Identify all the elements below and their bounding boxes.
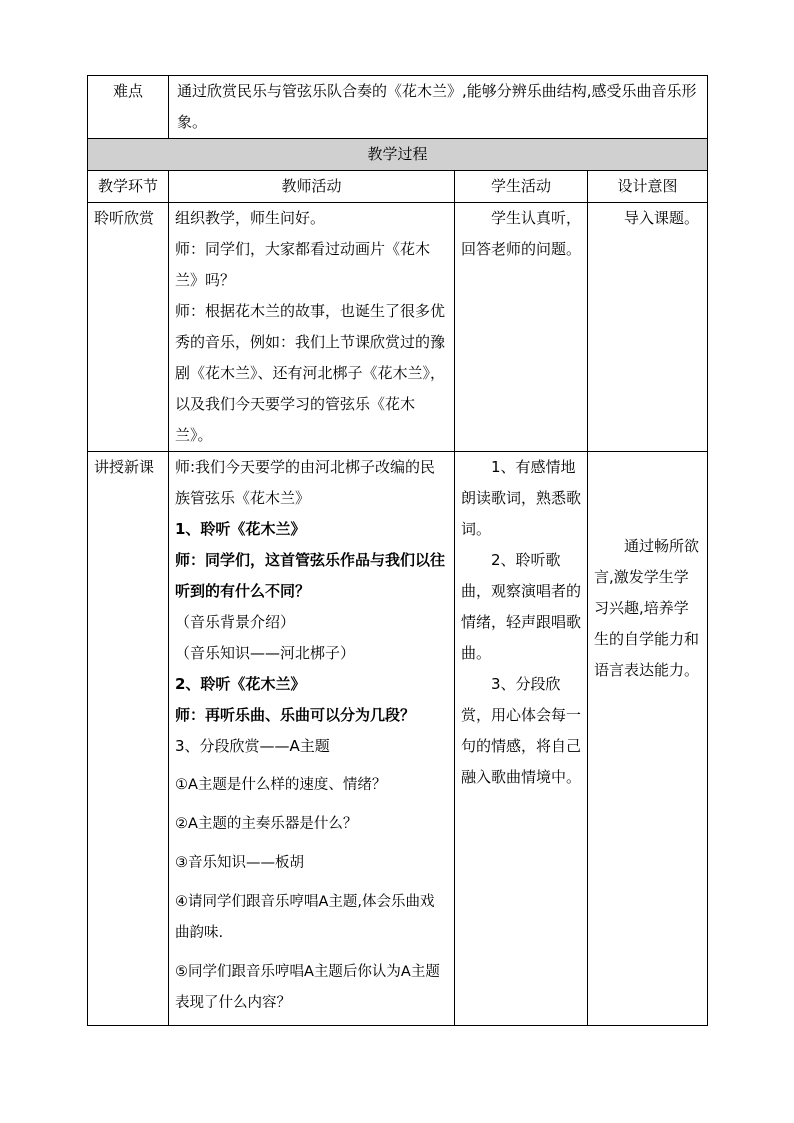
step-3-heading: 3、分段欣赏——A主题	[175, 737, 330, 755]
step-1-heading: 1、聆听《花木兰》	[175, 520, 306, 538]
student-activity: 3、分段欣赏，用心体会每一句的情感，将自己融入歌曲情境中。	[461, 675, 582, 786]
teacher-line: 师：同学们，大家都看过动画片《花木兰》吗？	[175, 240, 431, 289]
knowledge-note: （音乐知识——河北梆子）	[175, 644, 356, 662]
difficulty-row	[88, 76, 708, 139]
list-item: ③音乐知识——板胡	[175, 855, 304, 871]
list-item: ①A主题是什么样的速度、情绪？	[175, 777, 387, 793]
step-2-heading: 2、聆听《花木兰》	[175, 675, 306, 693]
header-row	[88, 171, 708, 203]
table-row	[88, 452, 708, 1026]
list-item: ②A主题的主奏乐器是什么？	[175, 816, 358, 832]
section-banner-row	[88, 139, 708, 171]
intent-cell	[588, 452, 708, 1026]
student-activity-cell	[455, 203, 588, 452]
teacher-activity-cell	[169, 452, 455, 1026]
student-activity: 学生认真听，回答老师的问题。	[461, 209, 582, 258]
teacher-intro: 师:我们今天要学的由河北梆子改编的民族管弦乐《花木兰》	[175, 458, 436, 507]
lesson-plan-page	[87, 75, 707, 1026]
student-activity-cell	[455, 452, 588, 1026]
stage-cell	[88, 203, 169, 452]
stage-label: 讲授新课	[94, 458, 155, 476]
background-note: （音乐背景介绍）	[175, 613, 296, 631]
difficulty-text: 通过欣赏民乐与管弦乐队合奏的《花木兰》,能够分辨乐曲结构,感受乐曲音乐形象。	[177, 82, 697, 131]
difficulty-label-cell	[88, 76, 169, 139]
section-title: 教学过程	[88, 139, 708, 171]
teacher-activity-cell	[169, 203, 455, 452]
table-row	[88, 203, 708, 452]
list-item: ④请同学们跟音乐哼唱A主题,体会乐曲戏曲韵味.	[175, 894, 435, 941]
student-activity: 2、聆听歌曲，观察演唱者的情绪，轻声跟唱歌曲。	[461, 551, 582, 662]
question-2: 师：再听乐曲、乐曲可以分为几段？	[175, 706, 416, 724]
stage-label: 聆听欣赏	[94, 209, 155, 227]
difficulty-text-cell	[169, 76, 708, 139]
intent-cell	[588, 203, 708, 452]
header-intent: 设计意图	[588, 171, 708, 203]
design-intent: 通过畅所欲言,激发学生学习兴趣,培养学生的自学能力和语言表达能力。	[594, 537, 700, 679]
teacher-line: 师：根据花木兰的故事，也诞生了很多优秀的音乐，例如：我们上节课欣赏过的豫剧《花木兰》、还有河北梆子《花木兰》，以及我们今天要学习的管弦乐《花木兰》。	[175, 302, 446, 444]
header-student: 学生活动	[455, 171, 588, 203]
header-stage: 教学环节	[88, 171, 169, 203]
header-teacher: 教师活动	[169, 171, 455, 203]
question-1: 师：同学们，这首管弦乐作品与我们以往听到的有什么不同？	[175, 551, 446, 600]
design-intent: 导入课题。	[624, 209, 700, 227]
stage-cell	[88, 452, 169, 1026]
teacher-line: 组织教学，师生问好。	[175, 209, 326, 227]
difficulty-label: 难点	[112, 82, 143, 100]
student-activity: 1、有感情地朗读歌词，熟悉歌词。	[461, 458, 582, 538]
list-item: ⑤同学们跟音乐哼唱A主题后你认为A主题表现了什么内容？	[175, 964, 440, 1011]
lesson-table	[87, 75, 708, 1026]
